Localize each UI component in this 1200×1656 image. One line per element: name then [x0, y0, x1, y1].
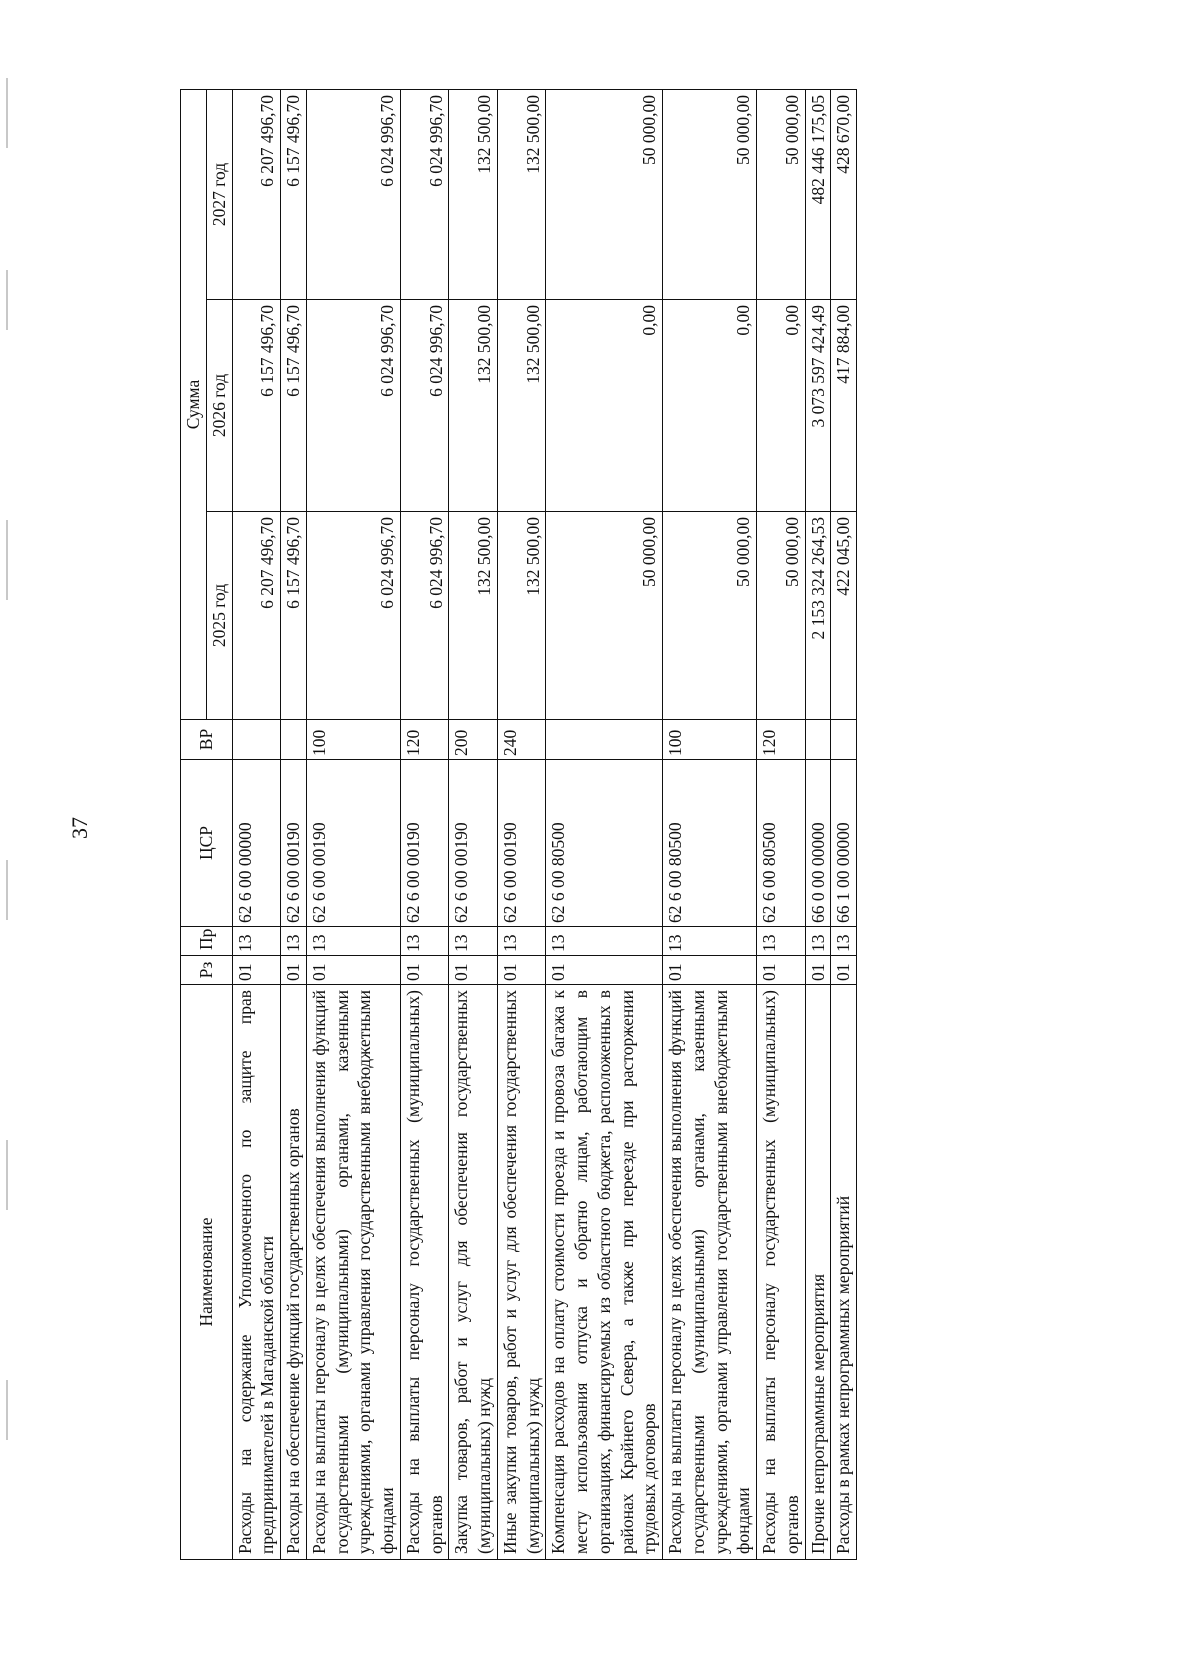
row-pr: 13: [400, 927, 449, 956]
row-sum-2026: 0,00: [546, 300, 663, 512]
row-pr: 13: [546, 927, 663, 956]
header-sum: Сумма: [181, 90, 207, 720]
row-vr: 100: [663, 720, 757, 760]
row-sum-2025: 6 157 496,70: [281, 512, 307, 720]
row-sum-2027: 50 000,00: [663, 90, 757, 300]
row-vr: [831, 720, 857, 760]
row-vr: [546, 720, 663, 760]
row-pr: 13: [805, 927, 831, 956]
row-sum-2025: 6 024 996,70: [400, 512, 449, 720]
row-vr: 240: [497, 720, 546, 760]
row-csr: 62 6 00 00190: [306, 760, 400, 927]
row-sum-2026: 132 500,00: [497, 300, 546, 512]
header-year-2025: 2025 год: [206, 512, 232, 720]
row-name: Расходы в рамках непрограммных мероприятий: [831, 985, 857, 1560]
header-year-2027: 2027 год: [206, 90, 232, 300]
row-vr: 120: [400, 720, 449, 760]
row-name: Закупка товаров, работ и услуг для обеспечения государственных (муниципальных) нужд: [449, 985, 498, 1560]
row-rz: 01: [400, 956, 449, 985]
row-sum-2027: 482 446 175,05: [805, 90, 831, 300]
row-sum-2026: 6 024 996,70: [306, 300, 400, 512]
row-rz: 01: [546, 956, 663, 985]
row-name: Расходы на выплаты персоналу в целях обеспечения выполнения функций государственными (муниципальными) органами, казенными учреждениями, органами управления государственными внебюджетными фондами: [663, 985, 757, 1560]
row-sum-2026: 417 884,00: [831, 300, 857, 512]
row-sum-2025: 6 024 996,70: [306, 512, 400, 720]
row-sum-2025: 422 045,00: [831, 512, 857, 720]
row-pr: 13: [497, 927, 546, 956]
row-sum-2027: 6 157 496,70: [281, 90, 307, 300]
table-row: [400, 90, 449, 1560]
row-sum-2025: 50 000,00: [757, 512, 806, 720]
row-name: Компенсация расходов на оплату стоимости проезда и провоза багажа к месту использования отпуска и обратно лицам, работающим в организациях, финансируемых из областного бюджета, расположенных в районах Крайнего Севера, а также при переезде при расторжении трудовых договоров: [546, 985, 663, 1560]
row-name: Иные закупки товаров, работ и услуг для обеспечения государственных (муниципальных) нужд: [497, 985, 546, 1560]
header-row-1: [181, 90, 207, 1560]
row-pr: 13: [306, 927, 400, 956]
row-name: Расходы на выплаты персоналу государственных (муниципальных) органов: [400, 985, 449, 1560]
budget-table: [180, 89, 857, 1560]
row-sum-2027: 428 670,00: [831, 90, 857, 300]
row-csr: 62 6 00 00190: [281, 760, 307, 927]
row-name: Прочие непрограммные мероприятия: [805, 985, 831, 1560]
row-pr: 13: [757, 927, 806, 956]
row-sum-2025: 2 153 324 264,53: [805, 512, 831, 720]
header-csr: ЦСР: [181, 760, 233, 927]
row-sum-2026: 0,00: [663, 300, 757, 512]
table-row: [449, 90, 498, 1560]
row-pr: 13: [281, 927, 307, 956]
row-vr: 200: [449, 720, 498, 760]
row-csr: 62 6 00 80500: [546, 760, 663, 927]
row-sum-2026: 6 157 496,70: [281, 300, 307, 512]
row-sum-2026: 132 500,00: [449, 300, 498, 512]
page-number: 37: [67, 817, 92, 839]
row-rz: 01: [306, 956, 400, 985]
row-csr: 66 0 00 00000: [805, 760, 831, 927]
row-sum-2027: 132 500,00: [497, 90, 546, 300]
row-sum-2025: 6 207 496,70: [232, 512, 281, 720]
table-row: [805, 90, 831, 1560]
row-sum-2025: 132 500,00: [449, 512, 498, 720]
row-vr: [232, 720, 281, 760]
row-pr: 13: [663, 927, 757, 956]
row-rz: 01: [497, 956, 546, 985]
row-sum-2025: 50 000,00: [663, 512, 757, 720]
table-row: [497, 90, 546, 1560]
table-row: [663, 90, 757, 1560]
row-csr: 66 1 00 00000: [831, 760, 857, 927]
table-row: [281, 90, 307, 1560]
row-sum-2026: 6 157 496,70: [232, 300, 281, 512]
row-csr: 62 6 00 80500: [663, 760, 757, 927]
row-rz: 01: [663, 956, 757, 985]
row-rz: 01: [831, 956, 857, 985]
row-name: Расходы на содержание Уполномоченного по защите прав предпринимателей в Магаданской области: [232, 985, 281, 1560]
table-row: [306, 90, 400, 1560]
rotated-page-content: [180, 90, 950, 1560]
row-rz: 01: [232, 956, 281, 985]
row-name: Расходы на выплаты персоналу в целях обеспечения выполнения функций государственными (муниципальными) органами, казенными учреждениями, органами управления государственными внебюджетными фондами: [306, 985, 400, 1560]
header-vr: ВР: [181, 720, 233, 760]
header-rz: Рз: [181, 956, 233, 985]
row-rz: 01: [805, 956, 831, 985]
row-sum-2026: 0,00: [757, 300, 806, 512]
row-vr: [805, 720, 831, 760]
row-csr: 62 6 00 00000: [232, 760, 281, 927]
header-name: Наименование: [181, 985, 233, 1560]
row-vr: 100: [306, 720, 400, 760]
row-sum-2027: 50 000,00: [757, 90, 806, 300]
row-csr: 62 6 00 00190: [497, 760, 546, 927]
row-sum-2026: 3 073 597 424,49: [805, 300, 831, 512]
row-sum-2025: 132 500,00: [497, 512, 546, 720]
row-sum-2027: 6 207 496,70: [232, 90, 281, 300]
table-row: [831, 90, 857, 1560]
row-csr: 62 6 00 00190: [400, 760, 449, 927]
row-sum-2027: 50 000,00: [546, 90, 663, 300]
row-rz: 01: [449, 956, 498, 985]
row-sum-2027: 6 024 996,70: [400, 90, 449, 300]
header-year-2026: 2026 год: [206, 300, 232, 512]
row-rz: 01: [757, 956, 806, 985]
row-vr: 120: [757, 720, 806, 760]
row-csr: 62 6 00 00190: [449, 760, 498, 927]
row-name: Расходы на обеспечение функций государственных органов: [281, 985, 307, 1560]
table-row: [546, 90, 663, 1560]
row-pr: 13: [449, 927, 498, 956]
row-vr: [281, 720, 307, 760]
row-name: Расходы на выплаты персоналу государственных (муниципальных) органов: [757, 985, 806, 1560]
row-pr: 13: [831, 927, 857, 956]
row-sum-2027: 6 024 996,70: [306, 90, 400, 300]
row-rz: 01: [281, 956, 307, 985]
row-sum-2026: 6 024 996,70: [400, 300, 449, 512]
row-sum-2025: 50 000,00: [546, 512, 663, 720]
table-row: [757, 90, 806, 1560]
table-row: [232, 90, 281, 1560]
row-csr: 62 6 00 80500: [757, 760, 806, 927]
row-pr: 13: [232, 927, 281, 956]
row-sum-2027: 132 500,00: [449, 90, 498, 300]
header-pr: Пр: [181, 927, 233, 956]
